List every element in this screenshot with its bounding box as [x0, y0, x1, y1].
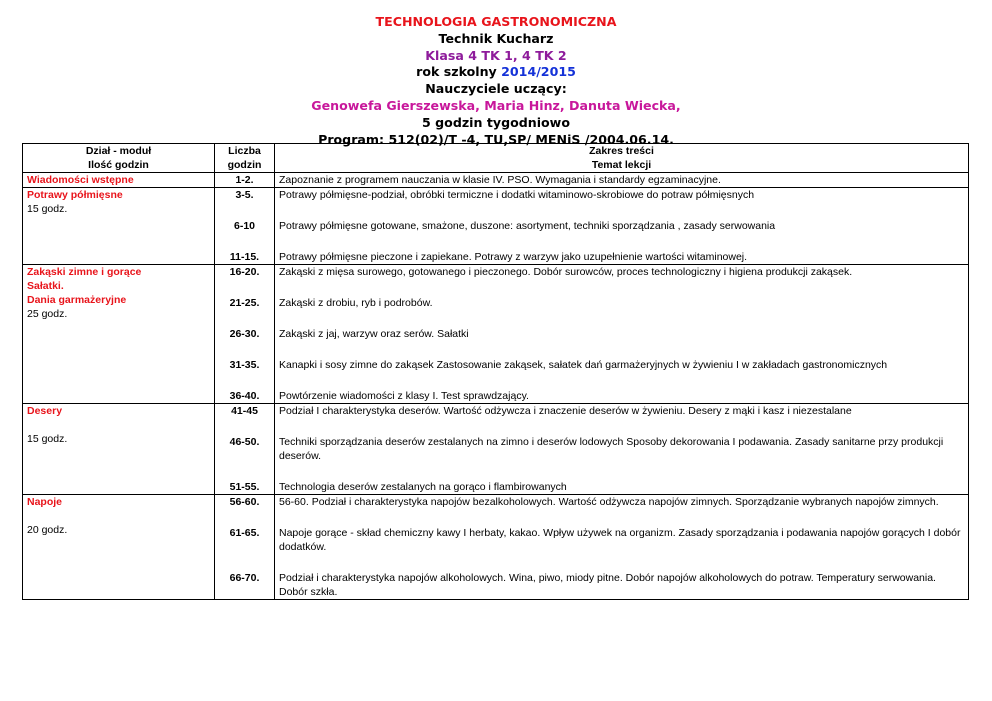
spacer-cell — [215, 372, 275, 389]
curriculum-table — [22, 143, 969, 600]
spacer-cell — [215, 233, 275, 250]
module-name: Zakąski zimne i gorące — [27, 266, 142, 278]
table-row — [23, 188, 969, 203]
lesson-hours: 41-45 — [215, 404, 275, 419]
spacer-cell — [215, 463, 275, 480]
module-name: Potrawy półmięsne — [27, 189, 123, 201]
school-year-value: 2014/2015 — [501, 64, 576, 80]
module-name: Napoje — [27, 496, 63, 508]
spacer-cell — [275, 372, 969, 389]
module-name: Wiadomości wstępne — [27, 174, 134, 186]
module-cell — [23, 173, 215, 188]
lesson-hours: 51-55. — [215, 480, 275, 495]
spacer-cell — [275, 310, 969, 327]
module-name: Dania garmażeryjne — [27, 294, 127, 306]
lesson-hours: 21-25. — [215, 296, 275, 310]
lesson-topic: Potrawy półmięsne gotowane, smażone, duszone: asortyment, techniki sporządzania , zasady serwowania — [275, 219, 969, 233]
header-topic-line1: Zakres treści — [589, 145, 654, 157]
spacer-cell — [275, 233, 969, 250]
lesson-topic: Zapoznanie z programem nauczania w klasie IV. PSO. Wymagania i standardy egzaminacyjne. — [275, 173, 969, 188]
module-cell — [23, 404, 215, 495]
module-cell — [23, 188, 215, 265]
module-name: Sałatki. — [27, 280, 64, 292]
spacer-cell — [215, 279, 275, 296]
module-hours: 25 godz. — [27, 308, 68, 320]
module-spacer — [27, 418, 210, 432]
table-row — [23, 265, 969, 280]
lesson-topic: Zakąski z jaj, warzyw oraz serów. Sałatki — [275, 327, 969, 341]
lesson-hours: 61-65. — [215, 526, 275, 554]
lesson-hours: 36-40. — [215, 389, 275, 404]
spacer-cell — [215, 341, 275, 358]
document-subtitle: Technik Kucharz — [438, 30, 554, 46]
spacer-cell — [275, 202, 969, 219]
lesson-topic: Zakąski z drobiu, ryb i podrobów. — [275, 296, 969, 310]
lesson-hours: 1-2. — [215, 173, 275, 188]
table-row — [23, 495, 969, 510]
module-cell — [23, 495, 215, 600]
lesson-hours: 26-30. — [215, 327, 275, 341]
lesson-topic: Technologia deserów zestalanych na gorąco i flambirowanych — [275, 480, 969, 495]
spacer-cell — [275, 463, 969, 480]
header-module-line2: Ilość godzin — [88, 159, 149, 171]
lesson-topic: Zakąski z mięsa surowego, gotowanego i pieczonego. Dobór surowców, proces technologiczny i higiena produkcji zakąsek. — [275, 265, 969, 280]
spacer-cell — [215, 310, 275, 327]
school-year-label: rok szkolny — [416, 64, 497, 80]
school-year — [0, 64, 992, 81]
spacer-cell — [215, 202, 275, 219]
lesson-topic: Techniki sporządzania deserów zestalanych na zimno i deserów lodowych Sposoby dekorowania I podawania. Zasady sanitarne przy produkcji deserów. — [275, 435, 969, 463]
spacer-cell — [215, 418, 275, 435]
table-row — [23, 173, 969, 188]
document-title: TECHNOLOGIA GASTRONOMICZNA — [375, 14, 617, 29]
module-hours: 15 godz. — [27, 203, 68, 215]
lesson-topic: Potrawy półmięsne pieczone i zapiekane. Potrawy z warzyw jako uzupełnienie wartości witaminowej. — [275, 250, 969, 265]
program-code: Program: 512(02)/T -4, TU,SP/ MENiS /2004.06.14. — [318, 131, 674, 147]
table-row — [23, 404, 969, 419]
lesson-hours: 46-50. — [215, 435, 275, 463]
hours-per-week: 5 godzin tygodniowo — [422, 114, 570, 130]
header-topic-line2: Temat lekcji — [591, 159, 652, 171]
header-hours-line1: Liczba — [228, 145, 261, 157]
document-header — [0, 14, 992, 148]
module-hours: 20 godz. — [27, 524, 68, 536]
header-module — [23, 144, 215, 173]
table-header-row — [23, 144, 969, 173]
header-hours — [215, 144, 275, 173]
teachers-label: Nauczyciele uczący: — [425, 81, 567, 97]
spacer-cell — [275, 418, 969, 435]
lesson-hours: 3-5. — [215, 188, 275, 203]
spacer-cell — [275, 509, 969, 526]
class-label: Klasa 4 TK 1, 4 TK 2 — [425, 47, 567, 63]
header-hours-line2: godzin — [227, 159, 262, 171]
lesson-hours: 66-70. — [215, 571, 275, 600]
teachers-names: Genowefa Gierszewska, Maria Hinz, Danuta Wiecka, — [311, 97, 681, 113]
module-hours: 15 godz. — [27, 433, 68, 445]
table-body — [23, 173, 969, 600]
spacer-cell — [275, 341, 969, 358]
lesson-hours: 31-35. — [215, 358, 275, 372]
lesson-topic: Potrawy półmięsne-podział, obróbki termiczne i dodatki witaminowo-skrobiowe do potraw półmięsnych — [275, 188, 969, 203]
lesson-topic: Kanapki i sosy zimne do zakąsek Zastosowanie zakąsek, sałatek dań garmażeryjnych w żywieniu I w zakładach gastronomicznych — [275, 358, 969, 372]
lesson-topic: Powtórzenie wiadomości z klasy I. Test sprawdzający. — [275, 389, 969, 404]
spacer-cell — [215, 509, 275, 526]
lesson-topic: Napoje gorące - skład chemiczny kawy I herbaty, kakao. Wpływ używek na organizm. Zasady sporządzania i podawania napojów gorących I dobór dodatków. — [275, 526, 969, 554]
module-spacer — [27, 509, 210, 523]
lesson-hours: 6-10 — [215, 219, 275, 233]
module-name: Desery — [27, 405, 63, 417]
spacer-cell — [275, 554, 969, 571]
lesson-topic: 56-60. Podział i charakterystyka napojów bezalkoholowych. Wartość odżywcza napojów zimnych. Sporządzanie wybranych napojów zimnych. — [275, 495, 969, 510]
spacer-cell — [275, 279, 969, 296]
header-topic — [275, 144, 969, 173]
module-cell — [23, 265, 215, 404]
lesson-topic: Podział I charakterystyka deserów. Wartość odżywcza i znaczenie deserów w żywieniu. Desery z mąki i kasz i niezestalane — [275, 404, 969, 419]
spacer-cell — [215, 554, 275, 571]
lesson-hours: 56-60. — [215, 495, 275, 510]
header-module-line1: Dział - moduł — [85, 145, 152, 157]
lesson-topic: Podział i charakterystyka napojów alkoholowych. Wina, piwo, miody pitne. Dobór napojów alkoholowych do potraw. Temperatury serwowania. Dobór szkła. — [275, 571, 969, 600]
lesson-hours: 16-20. — [215, 265, 275, 280]
lesson-hours: 11-15. — [215, 250, 275, 265]
